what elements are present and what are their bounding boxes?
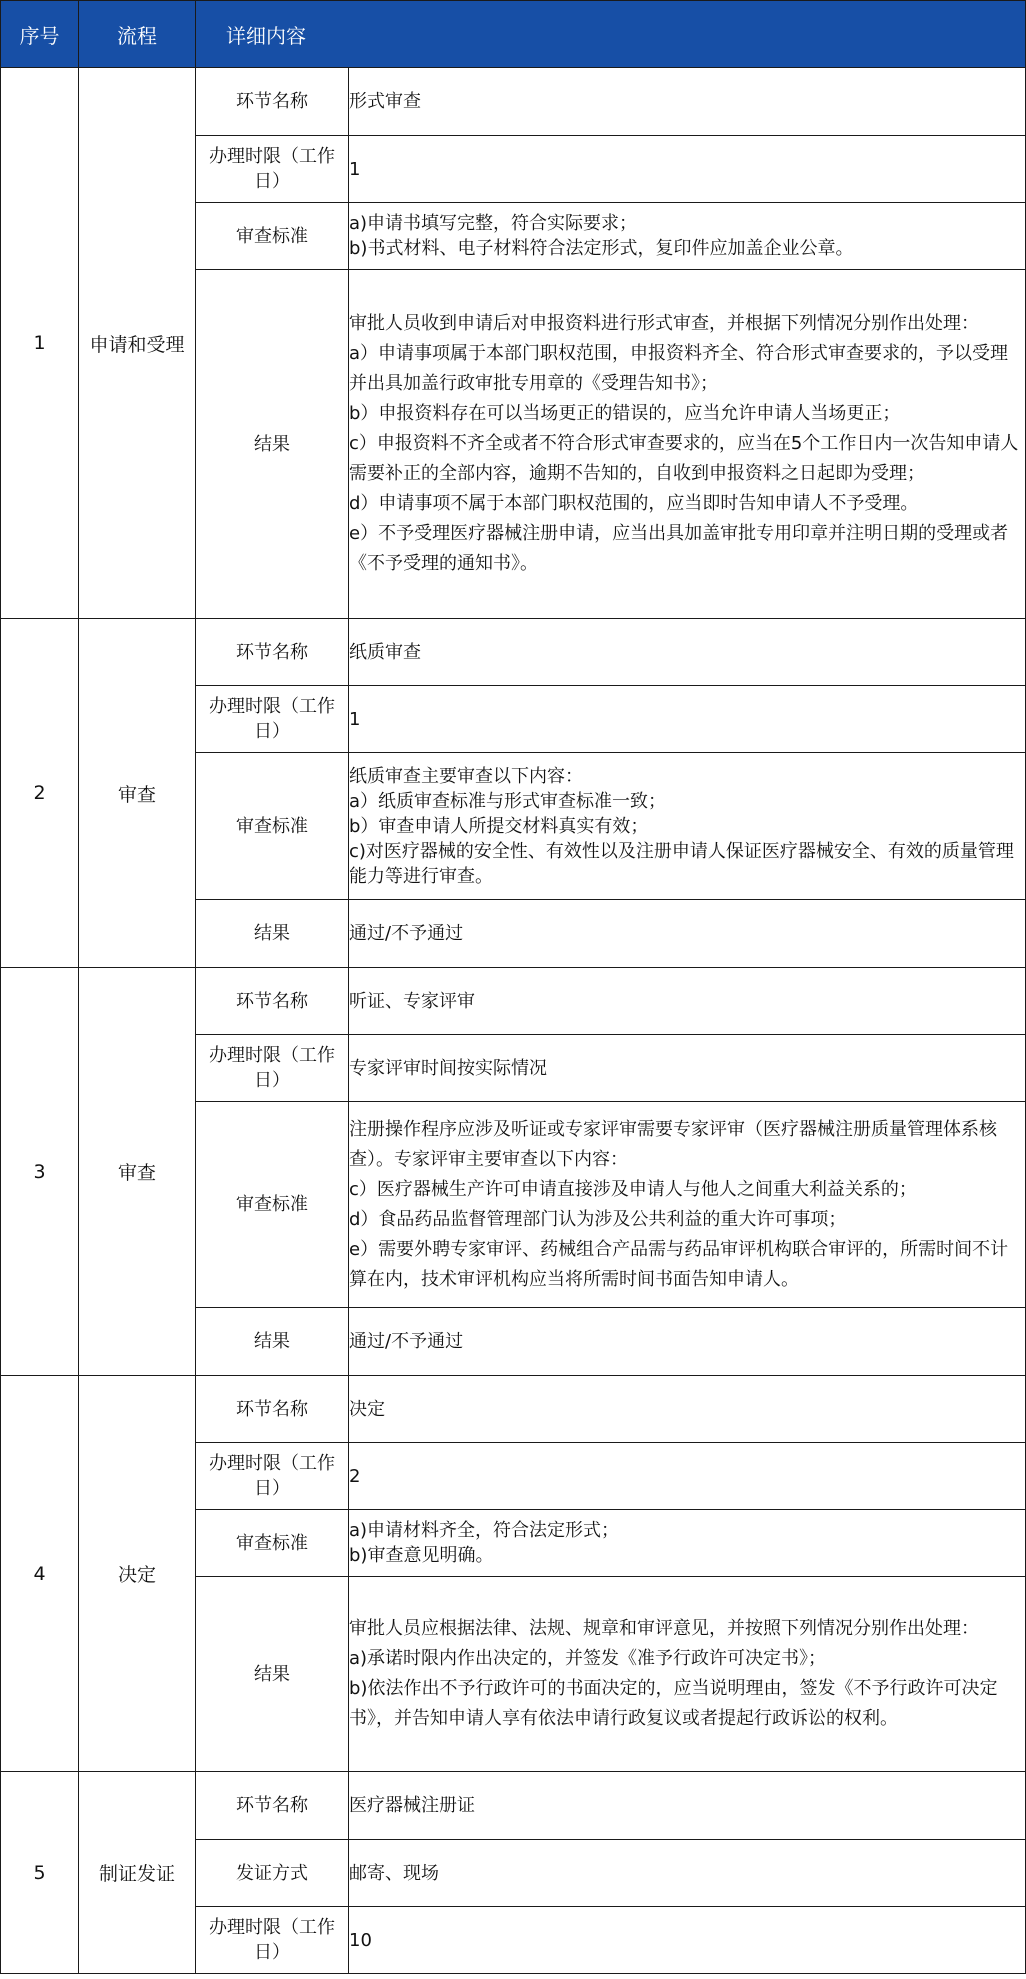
content-line: b)依法作出不予行政许可的书面决定的，应当说明理由，签发《不予行政许可决定书》，并告知申请人享有依法申请行政复议或者提起行政诉讼的权利。 [349, 1678, 998, 1729]
section-seq: 4 [1, 1376, 79, 1772]
header-row [1, 1, 1026, 68]
row-label: 办理时限（工作日） [196, 1443, 349, 1510]
row-content [349, 1308, 1026, 1376]
content-line: 邮寄、现场 [349, 1862, 439, 1884]
section-seq: 5 [1, 1772, 79, 1974]
content-line: d）申请事项不属于本部门职权范围的，应当即时告知申请人不予受理。 [349, 493, 919, 514]
row-label: 环节名称 [196, 1772, 349, 1840]
content-line: c）申报资料不齐全或者不符合形式审查要求的，应当在5个工作日内一次告知申请人需要补正的全部内容，逾期不告知的，自收到申报资料之日起即为受理； [349, 433, 1019, 484]
section-seq: 1 [1, 68, 79, 619]
row-label: 办理时限（工作日） [196, 1035, 349, 1102]
section-process: 审查 [79, 968, 196, 1376]
content-line: b)书式材料、电子材料符合法定形式，复印件应加盖企业公章。 [349, 238, 854, 259]
row-label: 环节名称 [196, 968, 349, 1035]
row-label: 办理时限（工作日） [196, 136, 349, 203]
row-content [349, 1510, 1026, 1577]
row-content [349, 968, 1026, 1035]
content-line: c）医疗器械生产许可申请直接涉及申请人与他人之间重大利益关系的； [349, 1178, 917, 1200]
row-label: 办理时限（工作日） [196, 686, 349, 753]
row-content [349, 753, 1026, 900]
row-label: 审查标准 [196, 203, 349, 270]
row-content [349, 1907, 1026, 1974]
content-line: 审批人员收到申请后对申报资料进行形式审查，并根据下列情况分别作出处理： [349, 313, 979, 334]
row-label: 环节名称 [196, 68, 349, 136]
row-content [349, 136, 1026, 203]
row-content [349, 1577, 1026, 1772]
content-line: 纸质审查主要审查以下内容： [349, 765, 583, 787]
row-label: 结果 [196, 270, 349, 619]
row-label: 环节名称 [196, 1376, 349, 1443]
row-content [349, 1035, 1026, 1102]
section-process: 审查 [79, 619, 196, 968]
row-content [349, 619, 1026, 686]
section-process: 申请和受理 [79, 68, 196, 619]
content-line: b）审查申请人所提交材料真实有效； [349, 815, 649, 837]
content-line: 医疗器械注册证 [349, 1795, 475, 1816]
row-label: 办理时限（工作日） [196, 1907, 349, 1974]
row-label: 环节名称 [196, 619, 349, 686]
section-seq: 2 [1, 619, 79, 968]
table-row [1, 1772, 1026, 1840]
content-line: 听证、专家评审 [349, 990, 475, 1012]
content-line: a）纸质审查标准与形式审查标准一致； [349, 790, 667, 812]
row-content [349, 1376, 1026, 1443]
row-label: 发证方式 [196, 1840, 349, 1907]
content-line: a）申请事项属于本部门职权范围，申报资料齐全、符合形式审查要求的，予以受理并出具加盖行政审批专用章的《受理告知书》； [349, 343, 1009, 394]
content-line: 决定 [349, 1398, 385, 1420]
content-line: b)审查意见明确。 [349, 1545, 494, 1566]
row-content [349, 1772, 1026, 1840]
content-line: d）食品药品监督管理部门认为涉及公共利益的重大许可事项； [349, 1208, 847, 1230]
content-line: e）需要外聘专家审评、药械组合产品需与药品审评机构联合审评的，所需时间不计算在内，技术审评机构应当将所需时间书面告知申请人。 [349, 1238, 1009, 1290]
content-line: 纸质审查 [349, 641, 421, 663]
row-content [349, 203, 1026, 270]
content-line: 专家评审时间按实际情况 [349, 1057, 547, 1079]
row-content [349, 1443, 1026, 1510]
content-line: 审批人员应根据法律、法规、规章和审评意见，并按照下列情况分别作出处理： [349, 1618, 979, 1639]
content-line: 2 [349, 1465, 361, 1487]
header-process: 流程 [79, 1, 196, 68]
content-line: 通过/不予通过 [349, 1331, 464, 1352]
row-content [349, 900, 1026, 968]
table-row [1, 1376, 1026, 1443]
section-process: 决定 [79, 1376, 196, 1772]
content-line: 形式审查 [349, 91, 421, 112]
table-row [1, 619, 1026, 686]
section-process: 制证发证 [79, 1772, 196, 1974]
content-line: b）申报资料存在可以当场更正的错误的，应当允许申请人当场更正； [349, 403, 901, 424]
content-line: 1 [349, 708, 361, 730]
content-line: 1 [349, 158, 361, 180]
table-row [1, 968, 1026, 1035]
header-seq: 序号 [1, 1, 79, 68]
content-line: a)承诺时限内作出决定的，并签发《准予行政许可决定书》； [349, 1648, 827, 1669]
row-label: 审查标准 [196, 753, 349, 900]
row-content [349, 68, 1026, 136]
row-label: 审查标准 [196, 1102, 349, 1308]
row-content [349, 1102, 1026, 1308]
row-label: 结果 [196, 900, 349, 968]
row-label: 结果 [196, 1577, 349, 1772]
header-detail: 详细内容 [196, 1, 1026, 68]
section-seq: 3 [1, 968, 79, 1376]
row-label: 结果 [196, 1308, 349, 1376]
content-line: 10 [349, 1929, 372, 1951]
content-line: 注册操作程序应涉及听证或专家评审需要专家评审（医疗器械注册质量管理体系核查）。专家评审主要审查以下内容： [349, 1118, 997, 1170]
table-row [1, 68, 1026, 136]
row-label: 审查标准 [196, 1510, 349, 1577]
content-line: c)对医疗器械的安全性、有效性以及注册申请人保证医疗器械安全、有效的质量管理能力等进行审查。 [349, 840, 1014, 887]
content-line: a)申请材料齐全，符合法定形式； [349, 1520, 620, 1541]
content-line: 通过/不予通过 [349, 923, 464, 944]
row-content [349, 686, 1026, 753]
row-content [349, 270, 1026, 619]
content-line: e）不予受理医疗器械注册申请，应当出具加盖审批专用印章并注明日期的受理或者《不予受理的通知书》。 [349, 523, 1009, 574]
row-content [349, 1840, 1026, 1907]
content-line: a)申请书填写完整，符合实际要求； [349, 213, 638, 234]
